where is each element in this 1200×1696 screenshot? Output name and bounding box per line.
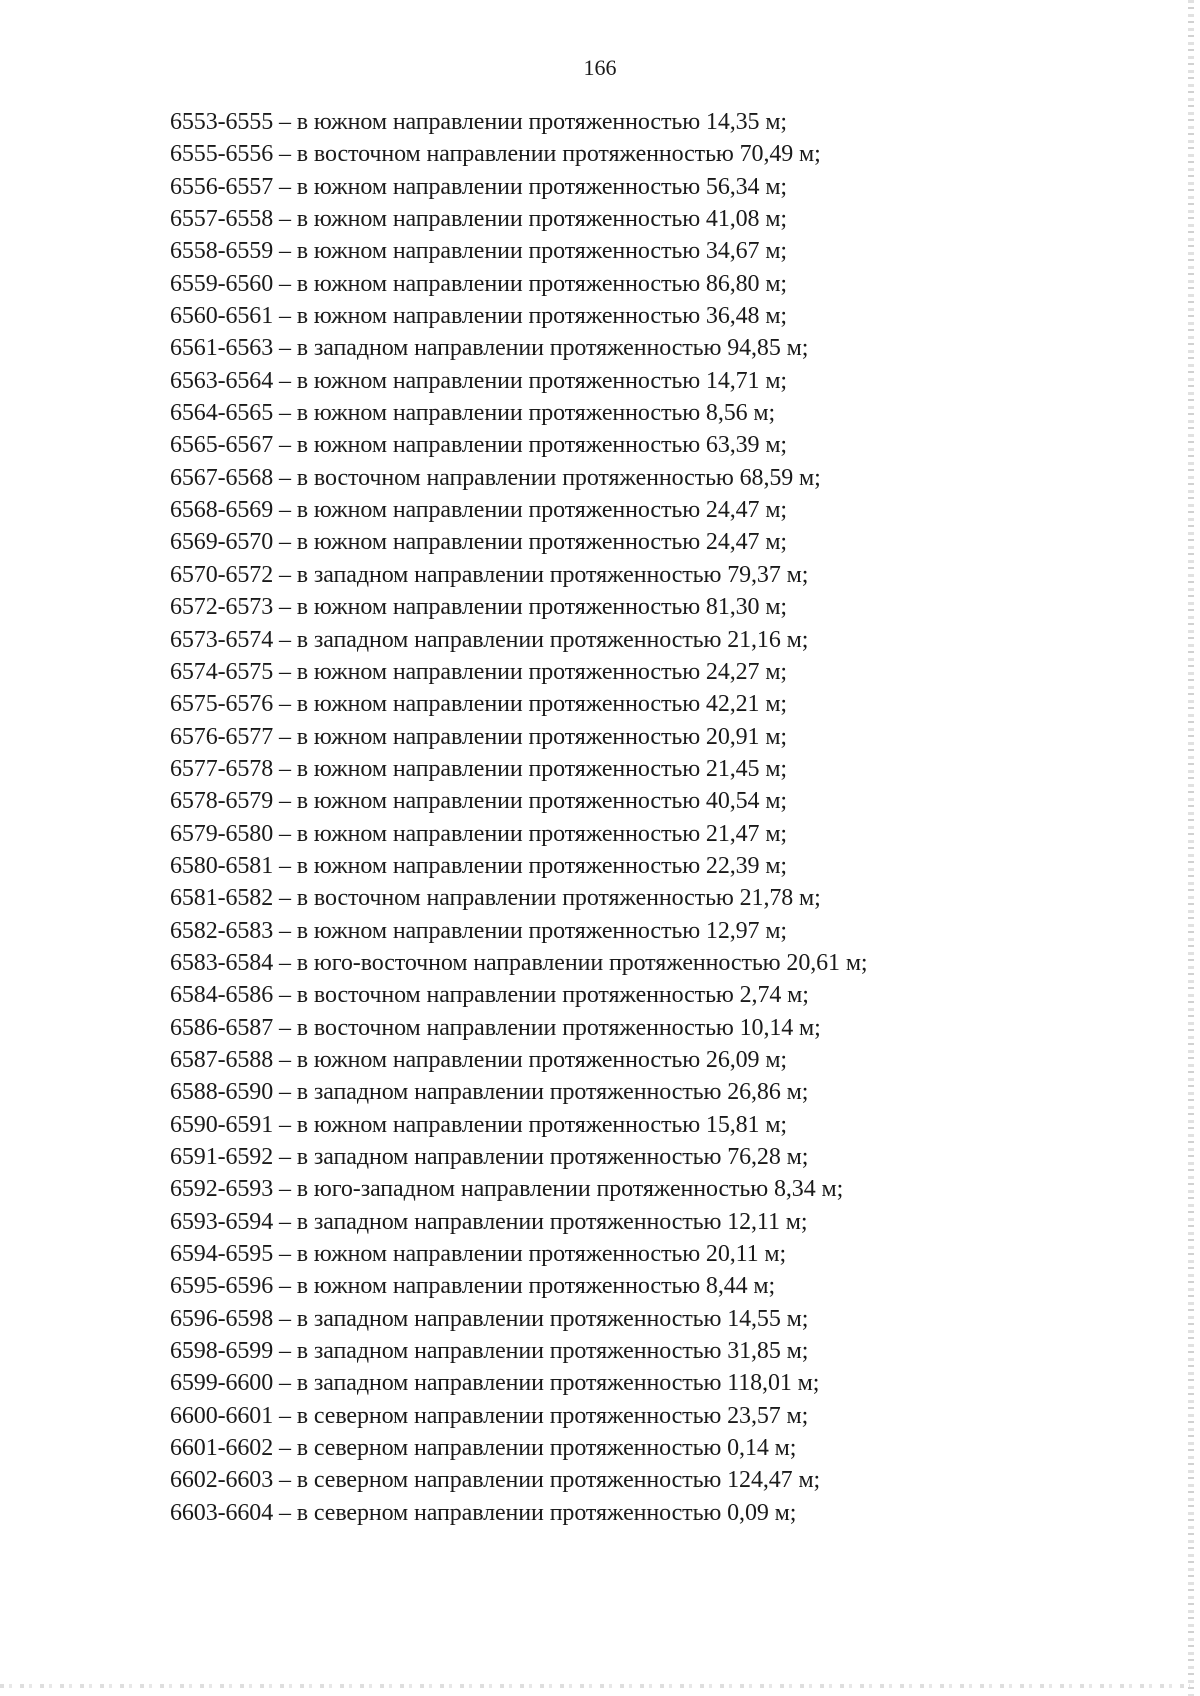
list-item: 6583-6584 – в юго-восточном направлении протяженностью 20,61 м;: [170, 949, 868, 976]
list-item: 6593-6594 – в западном направлении протяженностью 12,11 м;: [170, 1208, 808, 1235]
list-item: 6567-6568 – в восточном направлении протяженностью 68,59 м;: [170, 464, 821, 491]
list-item: 6569-6570 – в южном направлении протяженностью 24,47 м;: [170, 529, 787, 556]
list-item: 6563-6564 – в южном направлении протяженностью 14,71 м;: [170, 367, 787, 394]
list-item: 6575-6576 – в южном направлении протяженностью 42,21 м;: [170, 691, 787, 718]
list-item: 6600-6601 – в северном направлении протяженностью 23,57 м;: [170, 1402, 809, 1429]
list-item: 6568-6569 – в южном направлении протяженностью 24,47 м;: [170, 497, 787, 524]
list-item: 6595-6596 – в южном направлении протяженностью 8,44 м;: [170, 1273, 776, 1300]
list-item: 6555-6556 – в восточном направлении протяженностью 70,49 м;: [170, 141, 821, 168]
list-item: 6576-6577 – в южном направлении протяженностью 20,91 м;: [170, 723, 787, 750]
list-item: 6572-6573 – в южном направлении протяженностью 81,30 м;: [170, 594, 787, 621]
list-item: 6559-6560 – в южном направлении протяженностью 86,80 м;: [170, 270, 787, 297]
list-item: 6584-6586 – в восточном направлении протяженностью 2,74 м;: [170, 982, 809, 1009]
scan-edge-bottom: [0, 1684, 1190, 1688]
list-item: 6592-6593 – в юго-западном направлении протяженностью 8,34 м;: [170, 1176, 844, 1203]
list-item: 6586-6587 – в восточном направлении протяженностью 10,14 м;: [170, 1014, 821, 1041]
list-item: 6574-6575 – в южном направлении протяженностью 24,27 м;: [170, 658, 787, 685]
list-item: 6556-6557 – в южном направлении протяженностью 56,34 м;: [170, 173, 787, 200]
page-number: 166: [583, 55, 617, 80]
list-item: 6581-6582 – в восточном направлении протяженностью 21,78 м;: [170, 885, 821, 912]
list-item: 6602-6603 – в северном направлении протяженностью 124,47 м;: [170, 1467, 821, 1494]
list-item: 6587-6588 – в южном направлении протяженностью 26,09 м;: [170, 1046, 787, 1073]
boundary-segment-list: [170, 106, 867, 1529]
list-item: 6582-6583 – в южном направлении протяженностью 12,97 м;: [170, 917, 787, 944]
list-item: 6591-6592 – в западном направлении протяженностью 76,28 м;: [170, 1144, 809, 1170]
list-item: 6578-6579 – в южном направлении протяженностью 40,54 м;: [170, 788, 787, 815]
list-item: 6557-6558 – в южном направлении протяженностью 41,08 м;: [170, 206, 787, 233]
list-item: 6598-6599 – в западном направлении протяженностью 31,85 м;: [170, 1338, 809, 1365]
list-item: 6601-6602 – в северном направлении протяженностью 0,14 м;: [170, 1435, 797, 1462]
list-item: 6579-6580 – в южном направлении протяженностью 21,47 м;: [170, 820, 787, 847]
list-item: 6599-6600 – в западном направлении протяженностью 118,01 м;: [170, 1370, 820, 1397]
list-item: 6590-6591 – в южном направлении протяженностью 15,81 м;: [170, 1111, 787, 1138]
list-item: 6560-6561 – в южном направлении протяженностью 36,48 м;: [170, 303, 787, 330]
list-item: 6596-6598 – в западном направлении протяженностью 14,55 м;: [170, 1305, 809, 1332]
list-item: 6558-6559 – в южном направлении протяженностью 34,67 м;: [170, 238, 787, 265]
list-item: 6580-6581 – в южном направлении протяженностью 22,39 м;: [170, 852, 787, 879]
list-item: 6603-6604 – в северном направлении протяженностью 0,09 м;: [170, 1499, 797, 1526]
list-item: 6561-6563 – в западном направлении протяженностью 94,85 м;: [170, 335, 809, 362]
list-item: 6573-6574 – в западном направлении протяженностью 21,16 м;: [170, 626, 809, 653]
list-item: 6565-6567 – в южном направлении протяженностью 63,39 м;: [170, 432, 787, 459]
list-item: 6570-6572 – в западном направлении протяженностью 79,37 м;: [170, 561, 809, 588]
list-item: 6588-6590 – в западном направлении протяженностью 26,86 м;: [170, 1079, 809, 1106]
list-item: 6577-6578 – в южном направлении протяженностью 21,45 м;: [170, 755, 787, 782]
list-item: 6564-6565 – в южном направлении протяженностью 8,56 м;: [170, 400, 776, 427]
list-item: 6594-6595 – в южном направлении протяженностью 20,11 м;: [170, 1241, 787, 1268]
scan-edge-right: [1188, 0, 1194, 1696]
list-item: 6553-6555 – в южном направлении протяженностью 14,35 м;: [170, 109, 787, 135]
